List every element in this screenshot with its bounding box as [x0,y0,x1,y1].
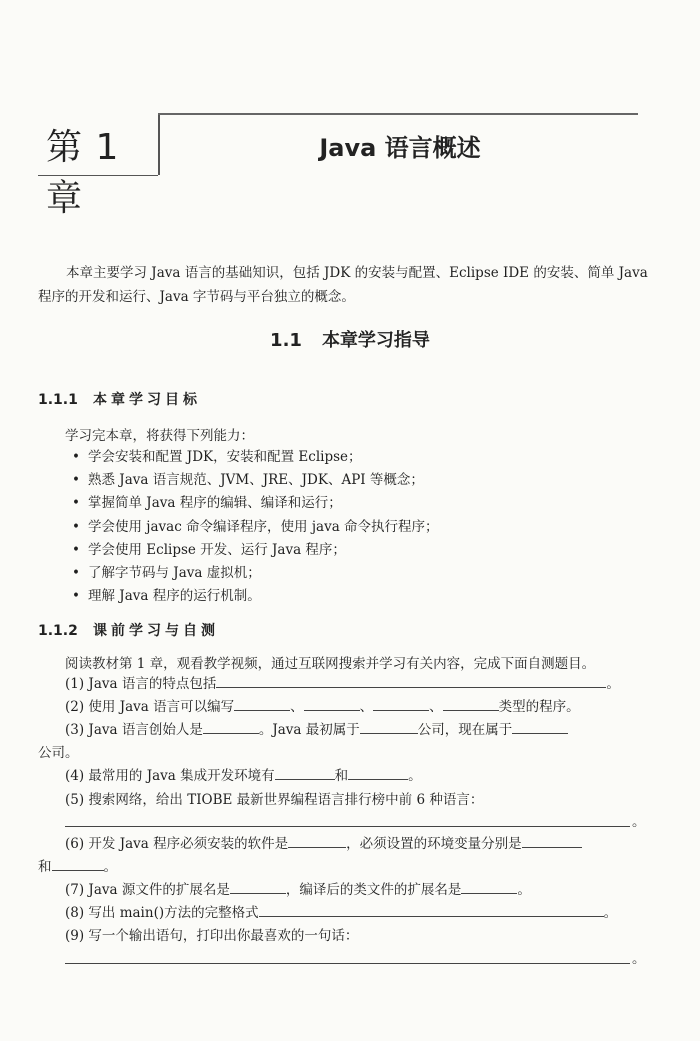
chapter-title: Java 语言概述 [319,134,481,162]
read-instruction: 阅读教材第 1 章，观看教学视频，通过互联网搜索并学习有关内容，完成下面自测题目。 [65,656,596,672]
question-5 [38,789,664,812]
question-text: (6) 开发 Java 程序必须安装的软件是 [65,836,289,852]
answer-blank[interactable] [216,673,606,688]
answer-line[interactable] [65,963,630,964]
answer-line[interactable] [65,826,630,827]
subsection-title: 课前学习与自测 [93,623,219,639]
answer-blank[interactable] [230,879,286,894]
question-4: (4) 最常用的 Java 集成开发环境有 和 。 [38,765,664,788]
question-text: (5) 搜索网络，给出 TIOBE 最新世界编程语言排行榜中前 6 种语言： [65,792,484,808]
chapter-divider [158,113,160,175]
answer-blank[interactable] [203,719,259,734]
answer-blank[interactable] [52,856,104,871]
chapter-rule [158,113,638,115]
subsection-goals-heading [38,389,201,409]
question-text: (8) 写出 main()方法的完整格式 [65,905,259,921]
list-item: • 熟悉 Java 语言规范、JVM、JRE、JDK、API 等概念； [72,469,439,492]
question-text: (9) 写一个输出语句，打印出你最喜欢的一句话： [65,928,359,944]
list-item: • 了解字节码与 Java 虚拟机； [72,562,439,585]
question-8: (8) 写出 main()方法的完整格式 。 [38,902,664,925]
answer-blank[interactable] [360,719,418,734]
chapter-label [38,113,158,219]
section-title-text: 本章学习指导 [321,330,430,351]
chapter-number: 第 1 章 [46,127,120,219]
answer-blank[interactable] [443,696,499,711]
question-text: (3) Java 语言创始人是 [65,722,203,738]
answer-blank[interactable] [461,879,517,894]
question-text: (7) Java 源文件的扩展名是 [65,882,230,898]
goals-lead: 学习完本章，将获得下列能力： [65,428,254,444]
subsection-title: 本章学习目标 [93,392,201,408]
chapter-intro: 本章主要学习 Java 语言的基础知识，包括 JDK 的安装与配置、Eclipse IDE 的安装、简单 Java 程序的开发和运行、Java 字节码与平台独立的概念。 [38,265,648,305]
question-text: (4) 最常用的 Java 集成开发环境有 [65,768,275,784]
question-2: (2) 使用 Java 语言可以编写 、 、 、 类型的程序。 [38,696,664,719]
answer-blank[interactable] [259,902,604,917]
answer-blank[interactable] [512,719,568,734]
answer-blank[interactable] [373,696,429,711]
answer-blank[interactable] [522,833,582,848]
subsection-selftest-heading [38,620,219,640]
answer-blank[interactable] [304,696,360,711]
question-7: (7) Java 源文件的扩展名是 ，编译后的类文件的扩展名是 。 [38,879,664,902]
question-text: (2) 使用 Java 语言可以编写 [65,699,235,715]
question-9 [38,925,664,948]
list-item: • 学会安装和配置 JDK，安装和配置 Eclipse； [72,446,439,469]
answer-blank[interactable] [348,765,408,780]
question-6: (6) 开发 Java 程序必须安装的软件是 ，必须设置的环境变量分别是 和 。 [38,833,664,879]
answer-blank[interactable] [275,765,335,780]
section-number: 1.1 [270,330,302,351]
question-text: (1) Java 语言的特点包括 [65,676,217,692]
question-3: (3) Java 语言创始人是 。Java 最初属于 公司，现在属于 公司。 [38,719,664,765]
subsection-number: 1.1.2 [38,623,78,639]
subsection-number: 1.1.1 [38,392,78,408]
answer-blank[interactable] [288,833,346,848]
question-1: (1) Java 语言的特点包括 。 [38,673,664,696]
list-item: • 学会使用 javac 命令编译程序，使用 java 命令执行程序； [72,516,439,539]
section-title [0,326,700,352]
answer-blank[interactable] [234,696,290,711]
goals-list [72,446,439,608]
list-item: • 掌握简单 Java 程序的编辑、编译和运行； [72,492,439,515]
list-item: • 学会使用 Eclipse 开发、运行 Java 程序； [72,539,439,562]
document-page: 第 1 章 Java 语言概述 本章主要学习 Java 语言的基础知识，包括 JDK 的安装与配置、Eclipse IDE 的安装、简单 Java 程序的开发和运行、Java 字节码与平台独立的概念。 1.1 本章学习指导 1.1.1 本章学习目标 学习完本章，将获得下列能力： • 学会安装和配置 JDK，安装和配置 Eclipse； • 熟悉 Java 语言规范、JVM、JRE、JDK、API 等概念； • 掌握简单 Java 程序的编辑、编译和运行； • 学会使用 javac 命令编译程序，使用 java 命令执行程序； • 学会使用 Eclipse 开发、运行 Java 程序； • 了解字节码与 Java 虚拟机； • 理解 Java 程序的运行机制。 1.1.2 课前学习与自测 阅读教材第 1 章，观看教学视频，通过互联网搜索并学习有关内容，完成下面自测题目。 (1) Java 语言的特点包括 。 (2) 使用 Java 语言可以编写 、 、 、 类型的程序。 (3) Java 语言创始人是 。Java 最初属于 公司，现在属于 公司。 (4) 最常用的 Java 集成开发环境有 和 。 (5) 搜索网络，给出 TIOBE 最新世界编程语言排行榜中前 6 种语言： 。 (6) 开发 Java 程序必须安装的软件是 ，必须设置的环境变量分别是 和 。 (7) Java 源文件的扩展名是 ，编译后的类文件的扩展名是 。 (8) 写出 main()方法的完整格式 。 (9) 写一个输出语句，打印出你最喜欢的一句话： 。 [0,0,700,1041]
list-item: • 理解 Java 程序的运行机制。 [72,585,439,608]
